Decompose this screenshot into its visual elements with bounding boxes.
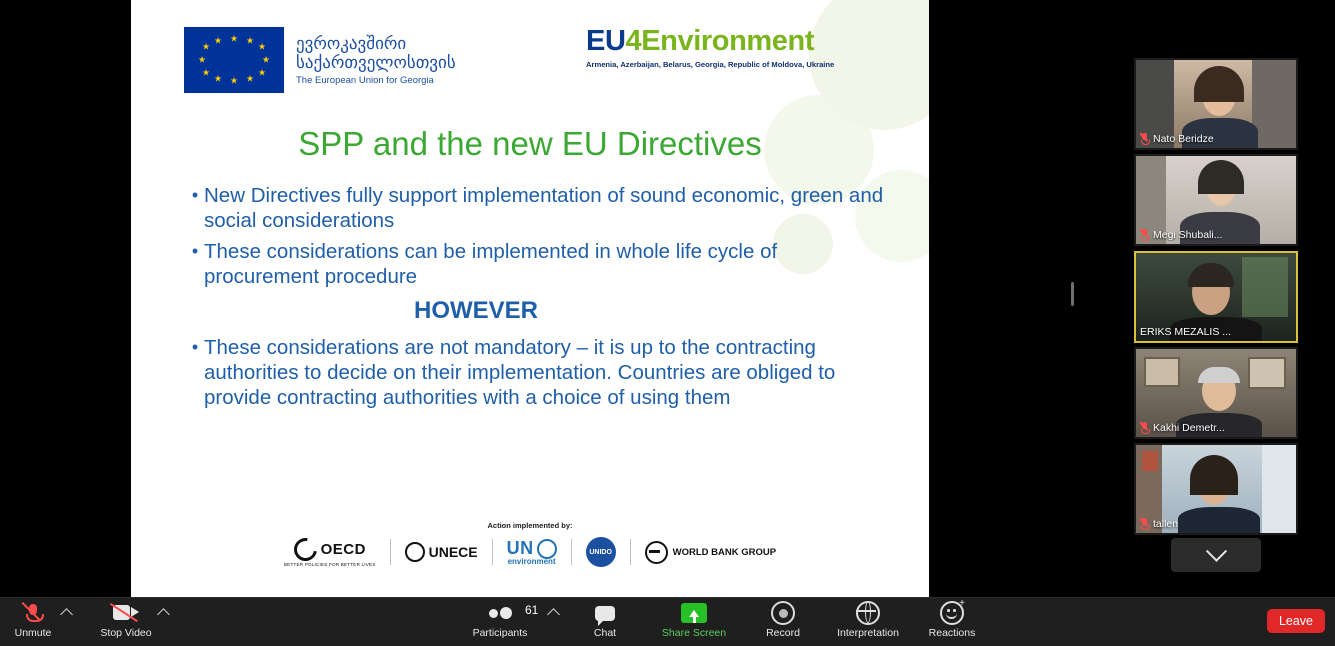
participant-tile-active-speaker[interactable]	[1134, 251, 1298, 343]
un-environment-logo: UN environment	[506, 538, 556, 566]
unido-logo: UNIDO	[586, 537, 616, 567]
world-bank-name: WORLD BANK GROUP	[672, 546, 777, 558]
unece-logo	[405, 542, 478, 562]
participant-tile[interactable]	[1134, 347, 1298, 439]
interpretation-button[interactable]: Interpretation	[820, 601, 916, 645]
participants-count: 61	[525, 603, 539, 617]
eu-logo-text-ka-2: საქართველოსთვის	[296, 53, 456, 72]
oecd-logo	[284, 538, 376, 567]
meeting-toolbar	[0, 597, 1335, 646]
audio-options-caret-icon[interactable]	[60, 608, 73, 621]
video-options-caret-icon[interactable]	[157, 608, 170, 621]
unece-name: UNECE	[428, 544, 478, 560]
participants-caret-icon[interactable]	[547, 608, 560, 621]
participant-name: ERIKS MEZALIS ...	[1140, 326, 1232, 338]
chat-icon	[595, 601, 615, 625]
un-emblem-icon	[537, 539, 557, 559]
slide-footer	[131, 521, 929, 567]
chevron-down-icon	[1205, 540, 1226, 561]
camera-off-icon	[113, 601, 139, 625]
stop-video-button[interactable]: Stop Video	[95, 601, 157, 645]
filmstrip-scroll-down-button[interactable]	[1171, 538, 1261, 572]
implemented-by-label: Action implemented by:	[487, 521, 573, 530]
eu4env-subtitle: Armenia, Azerbaijan, Belarus, Georgia, Republic of Moldova, Ukraine	[586, 60, 835, 69]
microphone-muted-icon	[1140, 517, 1150, 530]
participant-tile[interactable]	[1134, 443, 1298, 535]
logo-divider	[630, 539, 631, 565]
globe-icon	[856, 601, 880, 625]
participant-tile[interactable]	[1134, 58, 1298, 150]
bullet-text: These considerations are not mandatory – it is up to the contracting authorities to decide on their implementation. Countries are obliged to provide contracting authorities with a choice of using them	[204, 336, 836, 409]
resize-grip-icon	[1071, 282, 1074, 306]
world-bank-group-logo	[645, 541, 776, 564]
slide-header	[131, 0, 929, 108]
eu4env-eu: EU	[586, 25, 626, 57]
eu4env-4: 4	[625, 25, 642, 57]
participant-name: Kakhi Demetr...	[1140, 421, 1225, 434]
bullet-item	[186, 335, 886, 410]
participant-filmstrip[interactable]	[1076, 0, 1335, 597]
un-emblem-icon	[405, 542, 425, 562]
bullet-dot-icon: •	[191, 241, 199, 261]
record-icon	[771, 601, 795, 625]
bullet-text: These considerations can be implemented in whole life cycle of procurement procedure	[204, 240, 778, 288]
reactions-button[interactable]: + Reactions	[928, 598, 976, 639]
bullet-item	[186, 183, 886, 233]
share-screen-button[interactable]: Share Screen	[648, 601, 740, 645]
microphone-muted-icon	[24, 601, 42, 625]
world-bank-mark-icon	[645, 541, 668, 564]
slide-title: SPP and the new EU Directives	[298, 125, 762, 162]
bullet-dot-icon: •	[191, 185, 199, 205]
participant-name: tallen	[1140, 517, 1178, 530]
eu-flag-icon: ★ ★ ★ ★ ★ ★ ★ ★ ★ ★ ★ ★	[184, 27, 284, 93]
eu-georgia-logo	[184, 27, 456, 93]
oecd-tagline: BETTER POLICIES FOR BETTER LIVES	[283, 561, 376, 567]
oecd-name: OECD	[320, 540, 366, 558]
participants-icon	[489, 601, 512, 625]
eu-logo-text-ka-1: ევროკავშირი	[296, 33, 407, 53]
un-environment-name: environment	[507, 557, 556, 566]
eu4env-environment: Environment	[641, 25, 815, 57]
record-button[interactable]: Record	[756, 601, 810, 645]
slide-body	[186, 183, 886, 416]
eu4environment-logo	[586, 25, 876, 69]
oecd-swirl-icon	[289, 533, 321, 565]
reactions-icon: +	[940, 601, 964, 625]
chat-button[interactable]: Chat	[583, 601, 627, 645]
participant-name: Megi Shubali...	[1140, 228, 1222, 241]
participants-button[interactable]: Participants	[462, 601, 538, 645]
eu-logo-text-en: The European Union for Georgia	[296, 75, 434, 87]
microphone-muted-icon	[1140, 228, 1150, 241]
share-screen-icon	[681, 601, 707, 625]
layout-resize-handle[interactable]	[1068, 0, 1076, 597]
participant-name: Nato Beridze	[1140, 132, 1214, 145]
unmute-button[interactable]: Unmute	[8, 601, 58, 645]
bullet-item	[186, 239, 886, 289]
participant-tile[interactable]	[1134, 154, 1298, 246]
bullet-dot-icon: •	[191, 337, 199, 357]
microphone-muted-icon	[1140, 132, 1150, 145]
microphone-muted-icon	[1140, 421, 1150, 434]
however-heading: HOWEVER	[413, 297, 538, 324]
logo-divider	[571, 539, 572, 565]
logo-divider	[492, 539, 493, 565]
logo-divider	[390, 539, 391, 565]
bullet-text: New Directives fully support implementation of sound economic, green and social considerations	[204, 184, 884, 232]
leave-meeting-button[interactable]: Leave	[1267, 609, 1325, 633]
presentation-slide	[131, 0, 929, 597]
